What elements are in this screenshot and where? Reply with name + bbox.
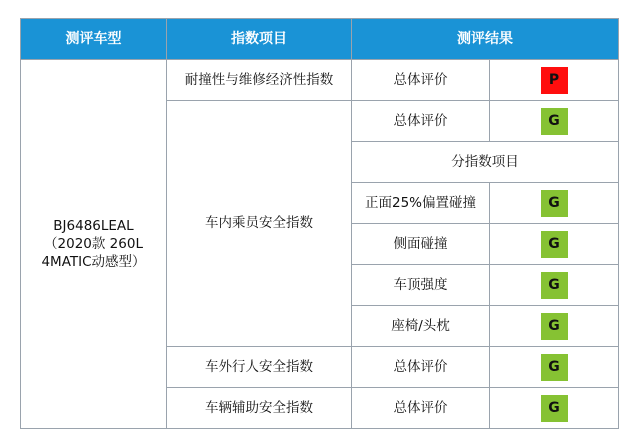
sub-index-header: 分指数项目 — [352, 142, 619, 183]
item-name: 车顶强度 — [352, 265, 490, 306]
rating-cell — [490, 101, 619, 142]
rating-cell — [490, 224, 619, 265]
rating-cell — [490, 183, 619, 224]
header-index: 指数项目 — [167, 19, 352, 60]
rating-cell — [490, 60, 619, 101]
rating-badge: G — [541, 272, 568, 299]
rating-badge: G — [541, 108, 568, 135]
table-row — [21, 60, 619, 101]
header-model: 测评车型 — [21, 19, 167, 60]
item-name: 侧面碰撞 — [352, 224, 490, 265]
item-name: 总体评价 — [352, 347, 490, 388]
item-name: 总体评价 — [352, 388, 490, 429]
item-name: 座椅/头枕 — [352, 306, 490, 347]
vehicle-model: BJ6486LEAL （2020款 260L 4MATIC动感型） — [21, 60, 167, 429]
rating-badge: G — [541, 313, 568, 340]
table-header-row — [21, 19, 619, 60]
rating-badge: G — [541, 395, 568, 422]
rating-cell — [490, 306, 619, 347]
item-name: 总体评价 — [352, 60, 490, 101]
index-name: 车辆辅助安全指数 — [167, 388, 352, 429]
index-name: 车外行人安全指数 — [167, 347, 352, 388]
rating-cell — [490, 265, 619, 306]
safety-rating-table — [20, 18, 619, 429]
item-name: 正面25%偏置碰撞 — [352, 183, 490, 224]
header-result: 测评结果 — [352, 19, 619, 60]
index-name: 耐撞性与维修经济性指数 — [167, 60, 352, 101]
rating-badge: P — [541, 67, 568, 94]
rating-badge: G — [541, 231, 568, 258]
item-name: 总体评价 — [352, 101, 490, 142]
index-name: 车内乘员安全指数 — [167, 101, 352, 347]
rating-badge: G — [541, 190, 568, 217]
rating-badge: G — [541, 354, 568, 381]
rating-cell — [490, 347, 619, 388]
rating-cell — [490, 388, 619, 429]
